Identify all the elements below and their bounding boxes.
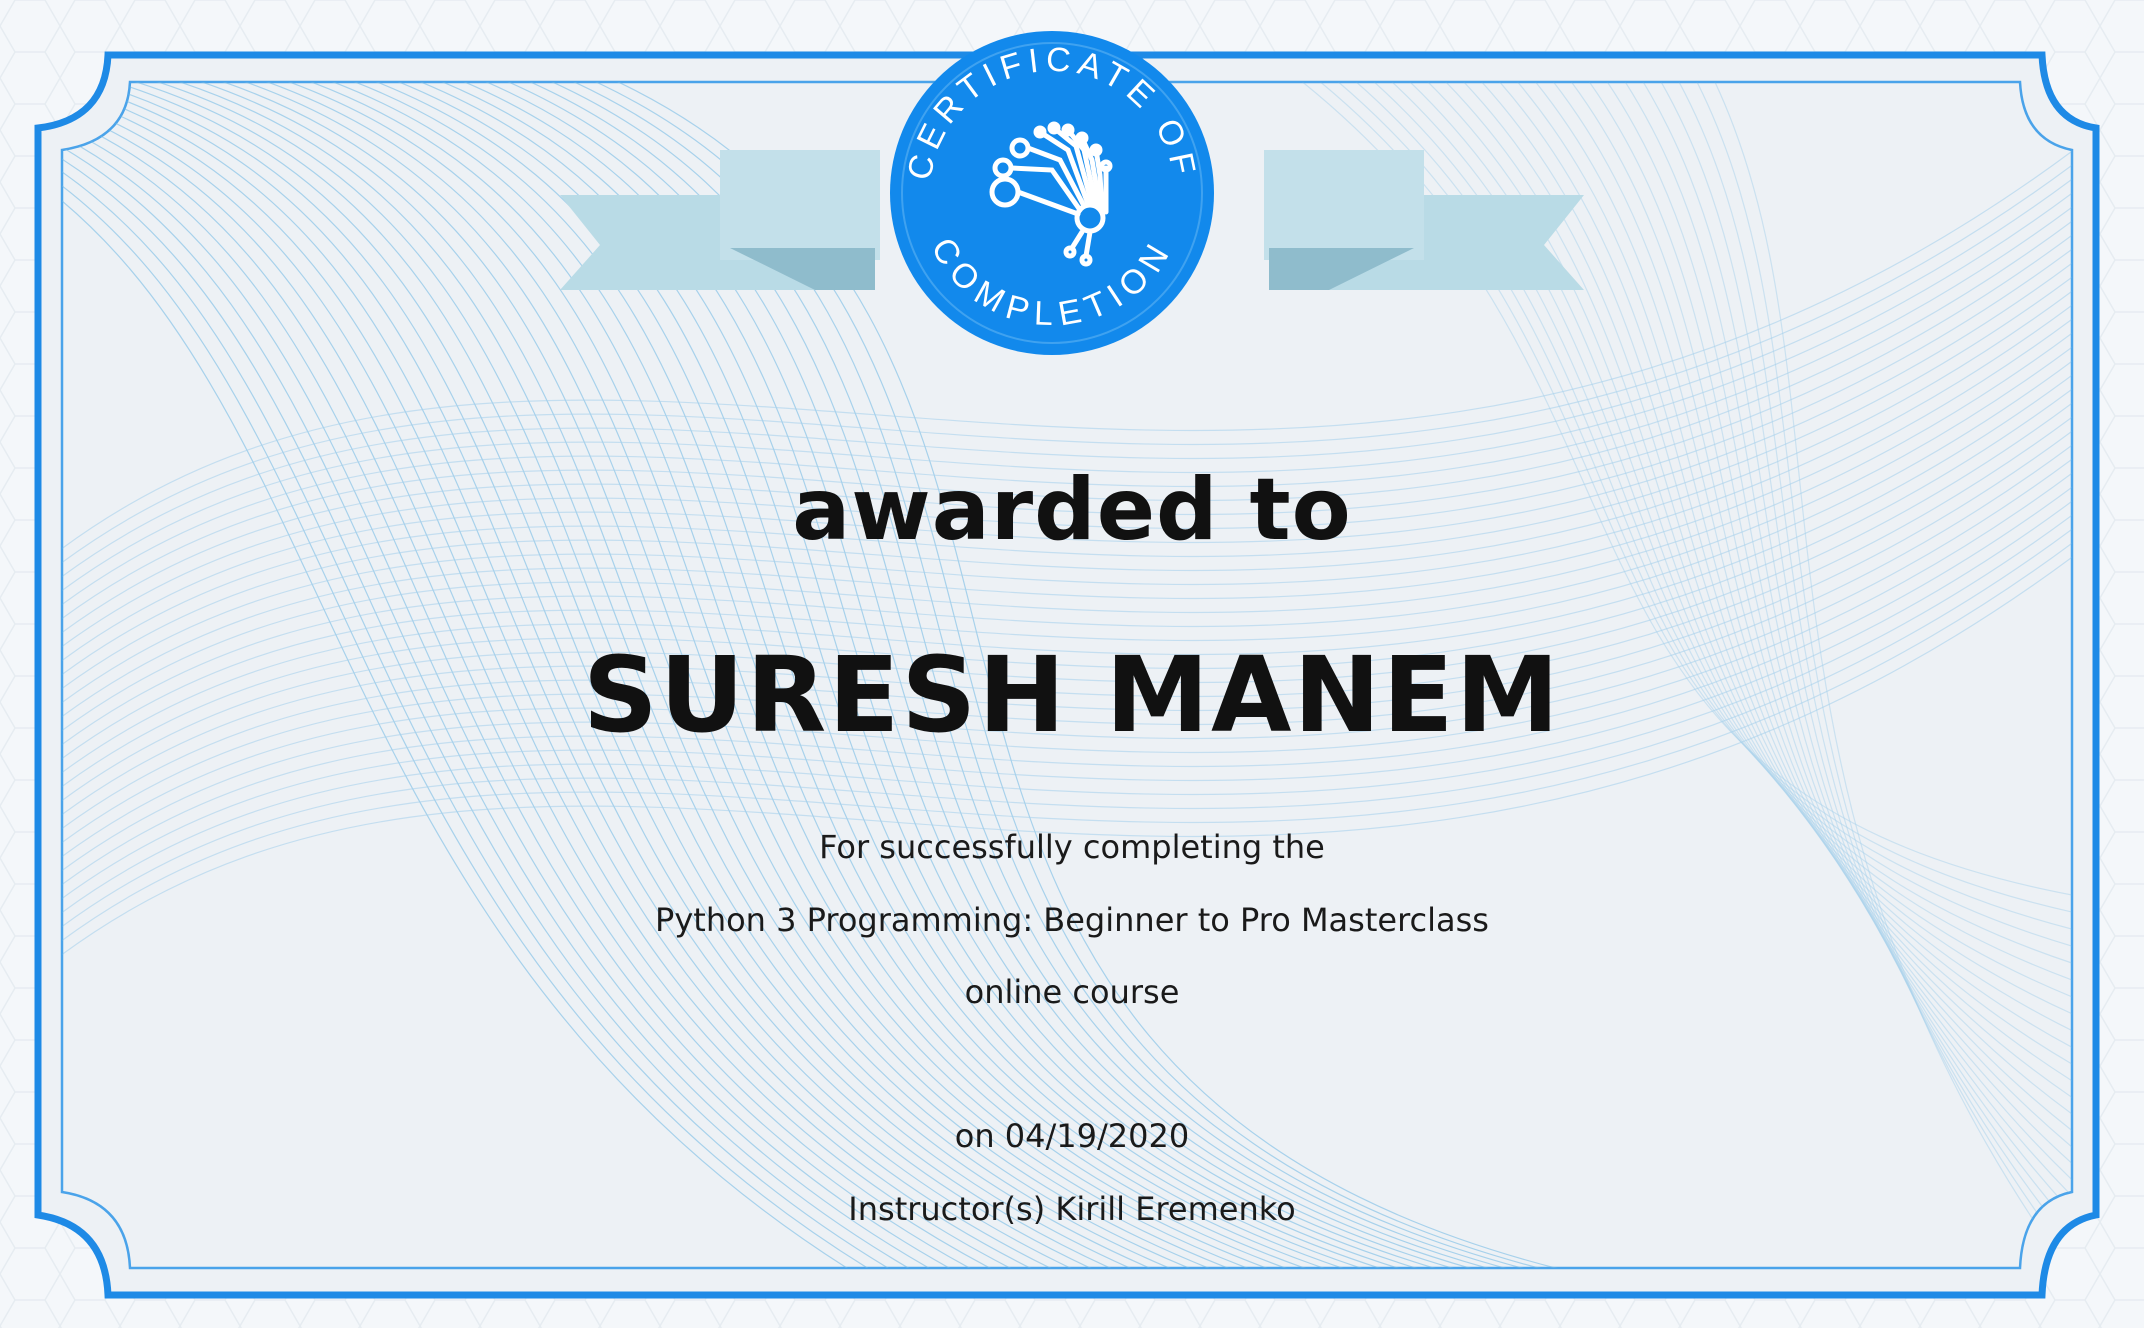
instructor-line: Instructor(s) Kirill Eremenko: [848, 1190, 1296, 1228]
ribbon-right: [1264, 150, 1584, 290]
course-type: online course: [964, 973, 1180, 1011]
course-title: Python 3 Programming: Beginner to Pro Masterclass: [655, 901, 1489, 939]
seal-text-bottom: COMPLETION: [923, 231, 1181, 334]
ribbon-left: [560, 150, 880, 290]
seal-text-top: CERTIFICATE OF: [900, 40, 1204, 184]
recipient-name: SURESH MANEM: [582, 634, 1562, 756]
awarded-label: awarded to: [792, 460, 1352, 560]
completion-date: on 04/19/2020: [954, 1117, 1190, 1155]
completion-intro: For successfully completing the: [819, 828, 1325, 866]
